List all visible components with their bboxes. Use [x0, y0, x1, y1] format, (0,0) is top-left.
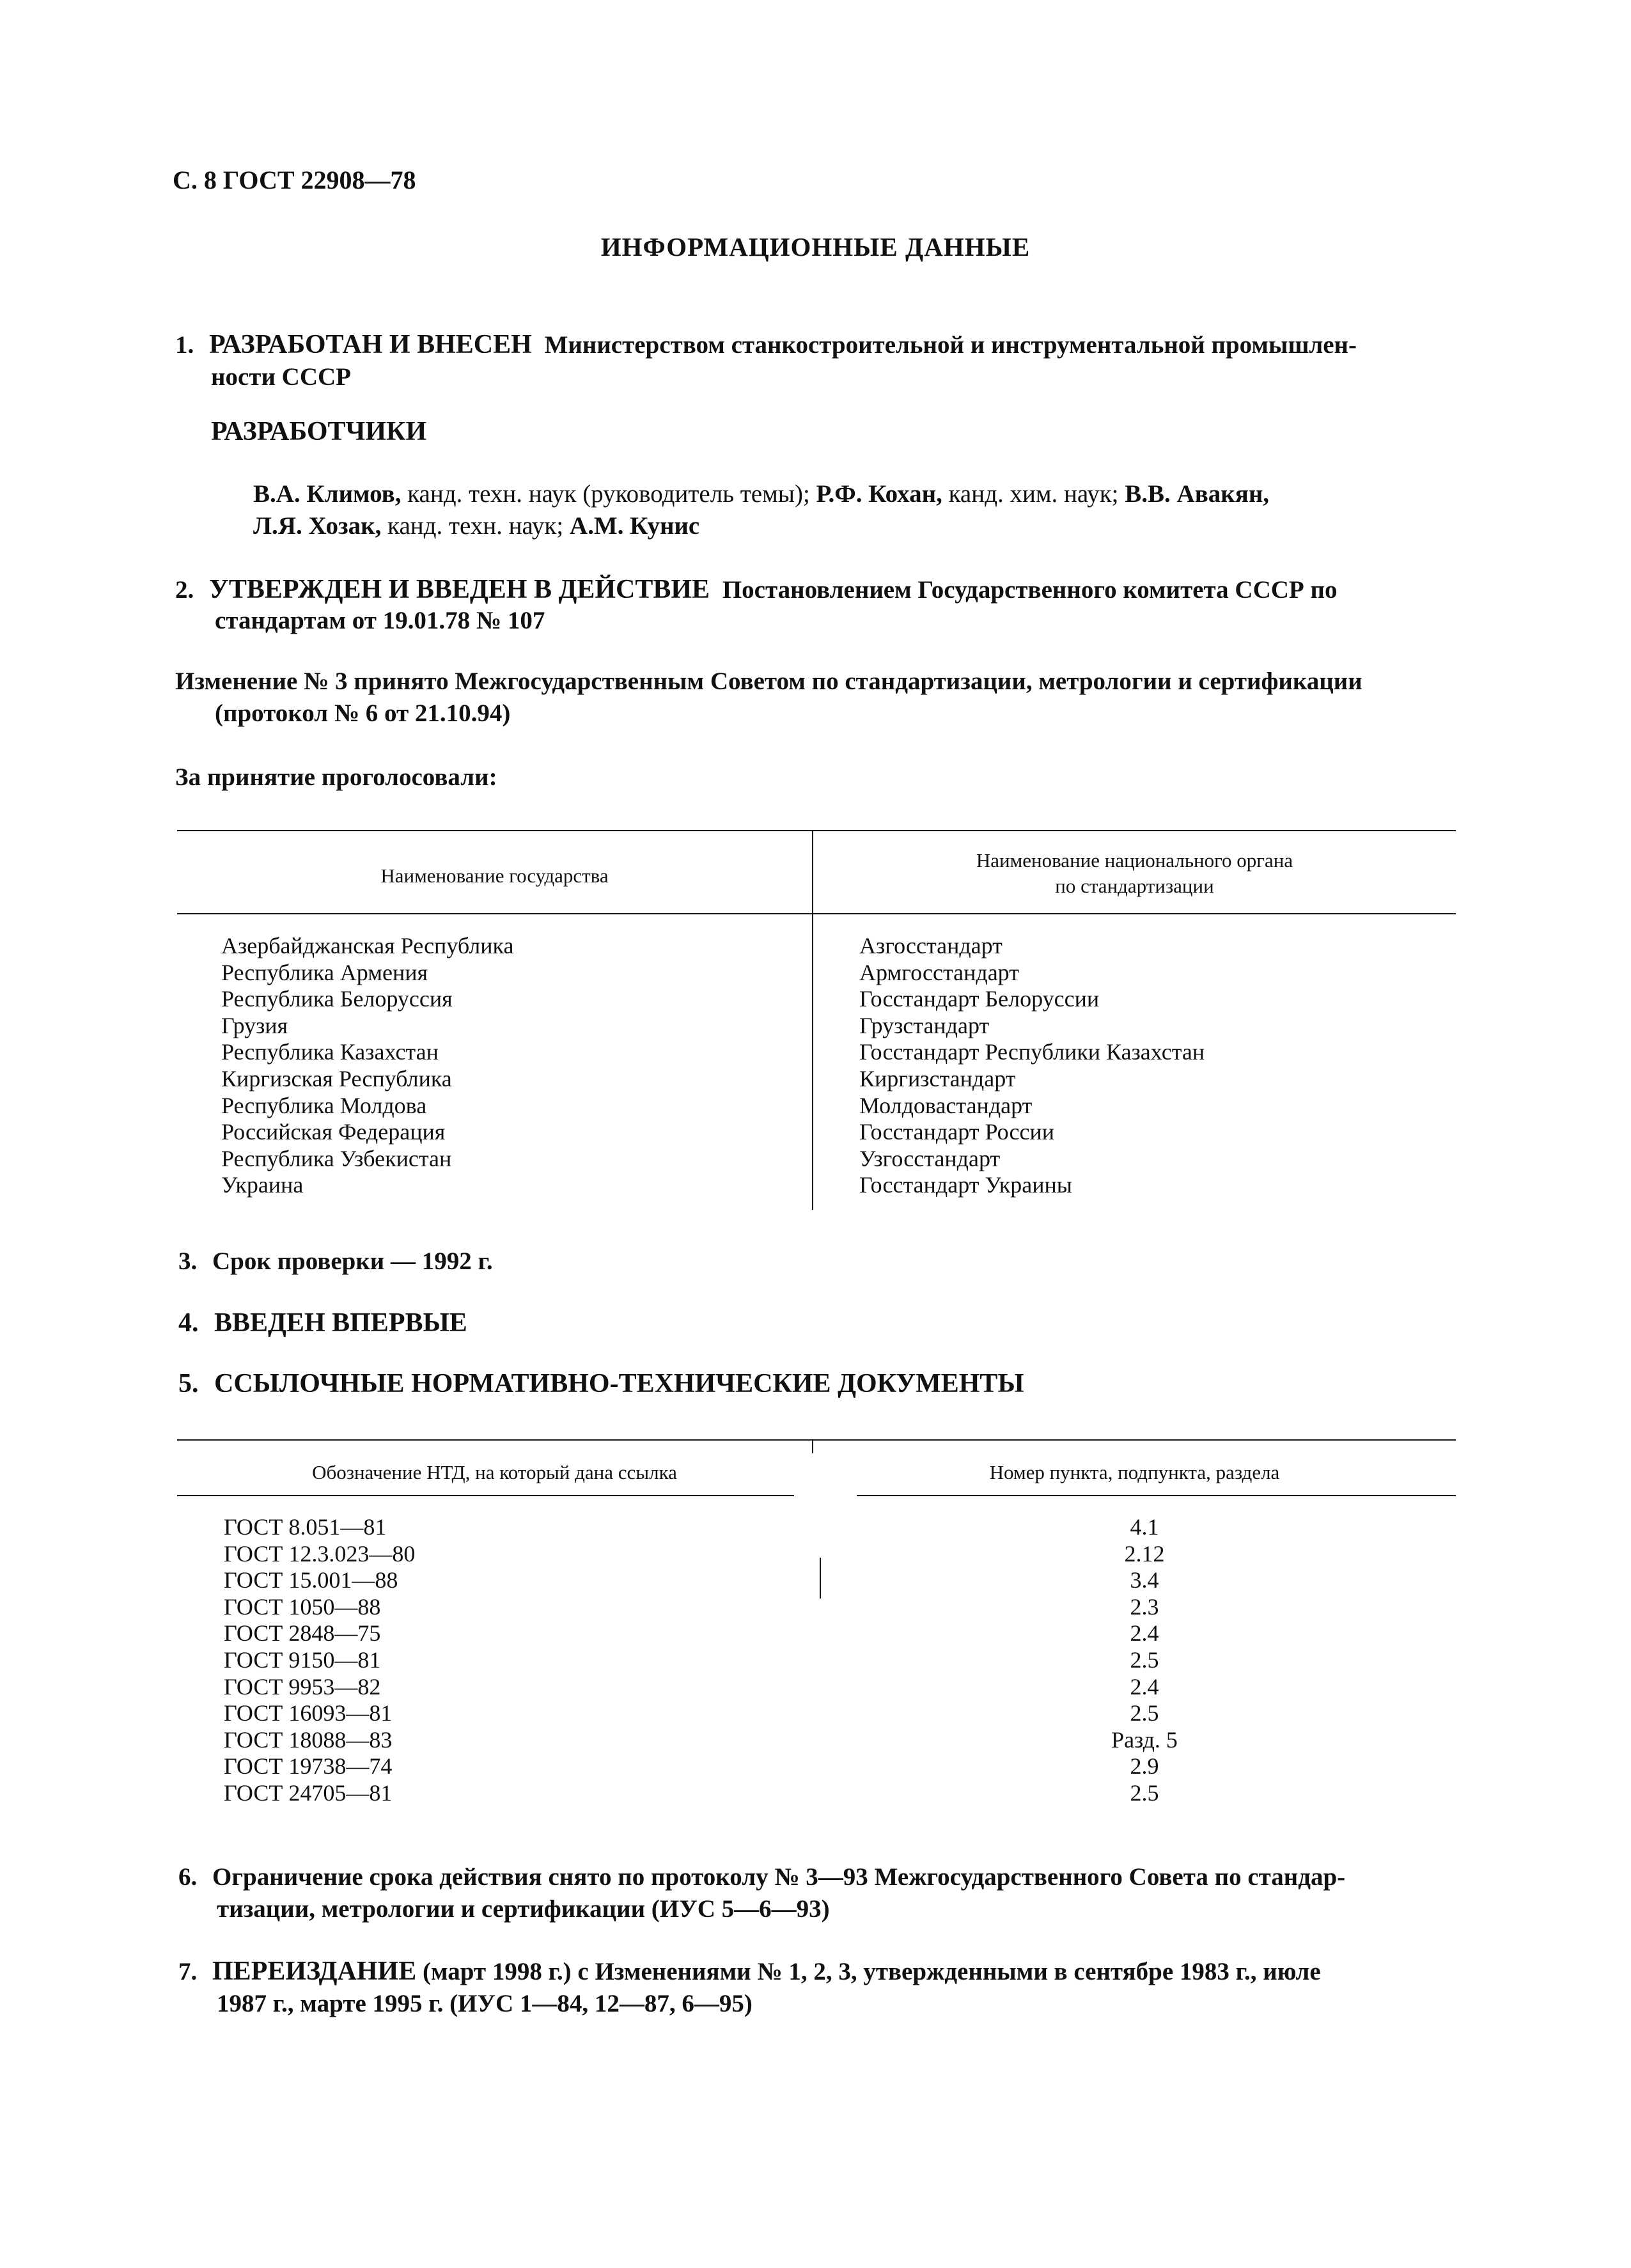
- item-6: [178, 1859, 1345, 1895]
- table-row-state: Украина: [221, 1172, 304, 1198]
- table-row-body: Госстандарт Белоруссии: [859, 986, 1100, 1012]
- developer-degree: канд. хим. наук;: [942, 480, 1125, 508]
- item-3: [178, 1244, 493, 1279]
- table-row-clause: 4.1: [1130, 1514, 1159, 1540]
- item-4-number: 4.: [178, 1308, 199, 1338]
- item-2: [175, 572, 1337, 607]
- item-1-number: 1.: [175, 331, 194, 359]
- table-row-body: Госстандарт Украины: [859, 1172, 1072, 1198]
- table-header-rule-left: [177, 1495, 794, 1496]
- table-row-body: Киргизстандарт: [859, 1065, 1016, 1091]
- table-row-body: Армгосстандарт: [859, 959, 1019, 985]
- item-4-text: ВВЕДЕН ВПЕРВЫЕ: [214, 1308, 467, 1338]
- item-1: [175, 327, 1357, 363]
- refs-col1-header: Обозначение НТД, на который дана ссылка: [312, 1461, 677, 1483]
- table-header-rule: [177, 913, 1456, 914]
- item-2-lead: УТВЕРЖДЕН И ВВЕДЕН В ДЕЙСТВИЕ: [209, 575, 710, 604]
- amendment-line2: (протокол № 6 от 21.10.94): [215, 700, 511, 727]
- table-row-body: Госстандарт России: [859, 1119, 1054, 1145]
- item-6-line1: Ограничение срока действия снято по протоколу № 3—93 Межгосударственного Совета по стандар-: [212, 1863, 1346, 1891]
- table-row-doc: ГОСТ 16093—81: [224, 1700, 393, 1726]
- table-row-clause: 2.9: [1130, 1753, 1159, 1779]
- table-row-state: Республика Молдова: [221, 1092, 427, 1118]
- table-row-clause: 2.5: [1130, 1779, 1159, 1806]
- voted-heading: За принятие проголосовали:: [175, 763, 497, 791]
- developer-name: В.В. Авакян,: [1125, 480, 1270, 508]
- table-row-state: Киргизская Республика: [221, 1065, 452, 1091]
- item-7-line1: (март 1998 г.) с Изменениями № 1, 2, 3, утвержденными в сентябре 1983 г., июле: [416, 1958, 1321, 1985]
- table-row-clause: 2.4: [1130, 1620, 1159, 1646]
- states-col2-header: [813, 848, 1456, 899]
- table-row-body: Молдовастандарт: [859, 1092, 1033, 1118]
- developer-name: Л.Я. Хозак,: [253, 512, 382, 540]
- refs-col2-header: Номер пункта, подпункта, раздела: [989, 1461, 1280, 1483]
- item-2-text-line2: стандартам от 19.01.78 № 107: [215, 607, 545, 634]
- table-row-clause: 2.4: [1130, 1673, 1159, 1700]
- table-row-doc: ГОСТ 24705—81: [224, 1779, 393, 1806]
- developers-line-2: [253, 508, 699, 544]
- developer-name: А.М. Кунис: [569, 512, 700, 540]
- table-top-rule: [177, 830, 1456, 831]
- table-row-state: Республика Армения: [221, 959, 428, 985]
- developer-degree: канд. техн. наук (руководитель темы);: [401, 480, 816, 508]
- table-row-clause: 2.3: [1130, 1593, 1159, 1620]
- page-header: С. 8 ГОСТ 22908—78: [173, 166, 416, 194]
- item-1-text-line1: Министерством станкостроительной и инструментальной промышлен-: [544, 331, 1357, 359]
- table-row-doc: ГОСТ 18088—83: [224, 1726, 393, 1753]
- item-6-line2: тизации, метрологии и сертификации (ИУС 5—6—93): [217, 1895, 830, 1923]
- table-row-doc: ГОСТ 12.3.023—80: [224, 1540, 416, 1567]
- item-1-text-line2: ности СССР: [211, 363, 351, 391]
- item-6-number: 6.: [178, 1863, 198, 1891]
- table-row-clause: Разд. 5: [1111, 1726, 1178, 1753]
- item-7: [178, 1954, 1321, 1989]
- table-row-doc: ГОСТ 9953—82: [224, 1673, 381, 1700]
- table-top-rule: [177, 1439, 1456, 1441]
- table-row-body: Азгосстандарт: [859, 933, 1003, 958]
- item-3-number: 3.: [178, 1247, 198, 1275]
- item-7-number: 7.: [178, 1958, 198, 1985]
- developers-line-1: [253, 476, 1269, 512]
- table-row-state: Российская Федерация: [221, 1119, 446, 1145]
- table-row-doc: ГОСТ 9150—81: [224, 1646, 381, 1673]
- item-2-text-line1: Постановлением Государственного комитета СССР по: [722, 576, 1338, 604]
- table-row-state: Грузия: [221, 1012, 288, 1038]
- item-5: [178, 1366, 1024, 1402]
- document-title: ИНФОРМАЦИОННЫЕ ДАННЫЕ: [600, 232, 1031, 262]
- table-header-rule-right: [857, 1495, 1456, 1496]
- table-row-body: Узгосстандарт: [859, 1145, 1001, 1171]
- table-row-state: Азербайджанская Республика: [221, 933, 514, 958]
- item-7-line2: 1987 г., марте 1995 г. (ИУС 1—84, 12—87, 6—95): [217, 1990, 753, 2017]
- item-5-number: 5.: [178, 1369, 199, 1398]
- table-row-doc: ГОСТ 8.051—81: [224, 1514, 387, 1540]
- states-col2-header-line1: Наименование национального органа: [976, 849, 1293, 872]
- amendment-line1: Изменение № 3 принято Межгосударственным Советом по стандартизации, метрологии и сертификации: [175, 668, 1362, 695]
- table-row-doc: ГОСТ 1050—88: [224, 1593, 381, 1620]
- table-row-doc: ГОСТ 2848—75: [224, 1620, 381, 1646]
- table-divider-fragment: [820, 1558, 821, 1599]
- item-2-number: 2.: [175, 576, 194, 604]
- table-row-body: Грузстандарт: [859, 1012, 990, 1038]
- table-row-state: Республика Белоруссия: [221, 986, 453, 1012]
- refs-doc-list: [224, 1514, 415, 1807]
- table-row-clause: 2.12: [1124, 1540, 1165, 1567]
- table-row-doc: ГОСТ 19738—74: [224, 1753, 393, 1779]
- table-row-state: Республика Казахстан: [221, 1039, 439, 1065]
- developers-heading: РАЗРАБОТЧИКИ: [211, 417, 427, 446]
- states-list: [221, 933, 513, 1199]
- developer-degree: канд. техн. наук;: [381, 512, 570, 540]
- refs-clause-list: [1017, 1514, 1272, 1807]
- table-row-doc: ГОСТ 15.001—88: [224, 1567, 398, 1593]
- table-row-state: Республика Узбекистан: [221, 1145, 452, 1171]
- standards-bodies-list: [859, 933, 1205, 1199]
- states-col1-header: Наименование государства: [380, 864, 609, 887]
- table-row-body: Госстандарт Республики Казахстан: [859, 1039, 1205, 1065]
- item-7-lead: ПЕРЕИЗДАНИЕ: [212, 1957, 417, 1986]
- table-row-clause: 2.5: [1130, 1646, 1159, 1673]
- item-4: [178, 1306, 467, 1341]
- developer-name: В.А. Климов,: [253, 480, 402, 508]
- table-divider-tick: [812, 1439, 813, 1453]
- table-row-clause: 2.5: [1130, 1700, 1159, 1726]
- developer-name: Р.Ф. Кохан,: [816, 480, 942, 508]
- table-row-clause: 3.4: [1130, 1567, 1159, 1593]
- states-col2-header-line2: по стандартизации: [1055, 875, 1214, 897]
- item-3-text: Срок проверки — 1992 г.: [212, 1247, 493, 1275]
- item-1-lead: РАЗРАБОТАН И ВНЕСЕН: [209, 330, 532, 359]
- item-5-text: ССЫЛОЧНЫЕ НОРМАТИВНО-ТЕХНИЧЕСКИЕ ДОКУМЕНТЫ: [214, 1369, 1024, 1398]
